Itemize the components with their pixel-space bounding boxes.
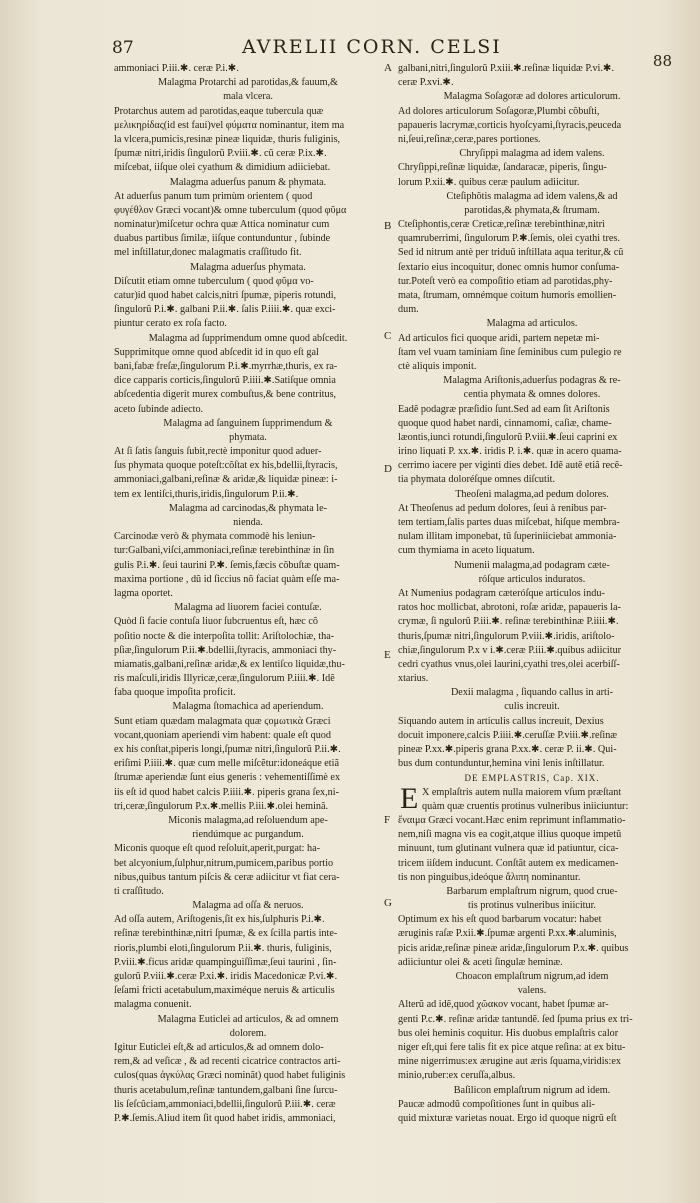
text-line: la vlcera,pumicis,resinæ pineæ liquidæ, thuris fuliginis, <box>114 133 341 145</box>
text-line: P.viii.✱.ficus aridæ quampinguiſſimæ,ſeui taurini , ſin- <box>114 956 337 968</box>
text-line: lagma oportet. <box>114 587 173 599</box>
text-line: pineæ P.xx.✱.piperis grana P.xx.✱. ceræ P. ii.✱. Qui- <box>398 744 617 755</box>
text-line: xtarius. <box>398 673 429 685</box>
text-line: ceræ P.xvi.✱. <box>398 77 454 89</box>
text-line: malagma conuenit. <box>114 999 192 1011</box>
text-line: quid mixturæ varietas nouat. Ergo id quoque nigrũ eſt <box>398 1112 617 1124</box>
text-line: crymæ, ſi ngulorũ P.iii.✱. reſinæ terebinthinæ P.iiii.✱. <box>398 616 619 628</box>
text-line: mine nigerrimus:ex ærugine aut æris ſquama,viridis:ex <box>398 1056 621 1068</box>
text-line: gulis P.i.✱. ſeui taurini P.✱. ſemis,fæcis cõbuſtæ quam- <box>114 559 340 571</box>
text-line: rem,& ad veſicæ , & ad recenti cicatrice contractos arti- <box>114 1056 341 1068</box>
text-line: tem tertiam,ſalis partes duas miſcebat, hiſque membra- <box>398 517 620 528</box>
text-line: niger eſt,qui fere talis fit ex pice atque reſina: at ex bitu- <box>398 1041 626 1053</box>
text-line: papaueris lacrymæ,corticis hyoſcyami,ſtyracis,peuceda <box>398 119 622 131</box>
text-line: vocant,quoniam aperiendi vim habent: quale eſt quod <box>114 729 331 741</box>
text-line: æruginis raſæ P.xii.✱.ſpumæ argenti P.xx.✱.aluminis, <box>398 928 617 940</box>
text-line: róſque articulos induratos. <box>478 573 586 585</box>
text-line: miamatis,galbani,reſinæ aridæ,& ex lentiſco liquidæ,thu- <box>114 658 345 670</box>
text-line: cerrimo iacere per viginti dies debet. Idẽ autẽ etiã recẽ- <box>398 460 623 472</box>
text-line: quamruberrimi, ſingulorum P.✱.ſemis, olei cyathi tres. <box>398 233 620 245</box>
text-line: ctè aliquis imponit. <box>398 360 477 372</box>
text-line: Malagma ad ſupprimendum omne quod abſcedit. <box>148 332 348 344</box>
margin-letter-d: D <box>384 463 392 475</box>
text-line: ſingulorũ P.i.✱. galbani P.ii.✱. ſalis P.iiii.✱. quæ exci- <box>114 304 336 316</box>
text-line: bet alcyonium,ſulphur,nitrum,pumicem,paribus portio <box>114 857 334 869</box>
text-line: ſtrumæ aperiendæ ſunt eius generis : vehementiſſimè ex <box>114 772 341 784</box>
margin-letter-a: A <box>384 62 392 74</box>
text-line: faba quoque impoſita proficit. <box>114 687 236 699</box>
right-text-column <box>398 62 666 1126</box>
text-line: φυγέθλον Græci vocant)& omne tuberculum (quod φῦμα <box>114 204 347 216</box>
text-line: bus dum contunduntur,hemina vini lenis inſtillatur. <box>398 758 605 770</box>
text-line: P.✱.ſemis.Aliud item ſit quod habet iridis, ammoniaci, <box>114 1112 336 1124</box>
text-line: phymata. <box>229 431 267 443</box>
text-line: nibus,quibus tantum piſcis & ceræ adiicitur vt fiat cera- <box>114 871 340 883</box>
text-line: quàm quæ cruentis protinus vulneribus iniiciuntur: <box>422 800 629 812</box>
text-line: Ad oſſa autem, Ariſtogenis,ſit ex his,ſulphuris P.i.✱. <box>114 914 325 926</box>
text-line: Malagma ſtomachica ad aperiendum. <box>172 701 324 713</box>
text-line: thuris acetabulum,reſinæ tantundem,galbani ſine ſurcu- <box>114 1084 338 1096</box>
text-line: tri,ceræ,ſingulorum P.x.✱.mellis P.iii.✱.olei heminã. <box>114 800 329 812</box>
text-line: miſcebat, iiſque olei cyathum & dimidium adiiciebat. <box>114 162 331 174</box>
text-line: μελικηρίδας(id est fauí)vel φύματα nominantur, item ma <box>114 119 345 131</box>
text-line: tis protinus vulneribus iniicitur. <box>468 900 596 912</box>
text-line: gulorũ P.viii.✱.ceræ P.xi.✱. iridis Macedonicæ P.vi.✱. <box>114 971 338 982</box>
text-line: mala vlcera. <box>223 91 273 103</box>
margin-letter-c: C <box>384 330 392 342</box>
text-line: DE EMPLASTRIS, Cap. XIX. <box>464 773 600 784</box>
text-line: docuit imponere,calcis P.iiii.✱.ceruſſæ P.viii.✱.reſinæ <box>398 729 618 741</box>
text-line: ſus phymata quoque poteſt:cõſtat ex his,bdellii,ſtyracis, <box>114 460 338 472</box>
text-line: galbani,nitri,ſingulorũ P.xiii.✱.reſinæ liquidæ P.vi.✱. <box>398 63 615 74</box>
text-line: Chryſippi malagma ad idem valens. <box>459 148 605 160</box>
text-line: ſextario eius incoquitur, donec omnis humor conſuma- <box>398 261 620 273</box>
text-line: abſcedentia digerit murex combuſtus,& bene contritus, <box>114 389 337 401</box>
text-line: Malagma ad articulos. <box>486 318 578 330</box>
text-line: ammoniaci,galbani,reſinæ & aridæ,& liquidæ pineæ: i- <box>114 474 338 486</box>
text-line: ſeſami fricti acetabulum,maximéque neruis & articulis <box>114 985 335 997</box>
text-line: At ſi ſatis ſanguis ſubit,rectè imponitur quod aduer- <box>114 446 322 458</box>
text-line: piuntur cerato ex roſa facto. <box>114 318 227 330</box>
text-line: ſpumæ nitri,iridis ſingulorũ P.viii.✱. cũ ceræ P.ix.✱. <box>114 148 327 160</box>
text-line: ſtam vel vuam taminiam ſine ſeminibus cum pulegio re <box>398 346 622 358</box>
text-line: eriſimi P.iiii.✱. quæ cum melle miſcẽtur:idoneáque etiã <box>114 758 339 770</box>
text-line: Alterũ ad idẽ,quod χῶακον vocant, habet ſpumæ ar- <box>398 999 609 1011</box>
text-line: quoque quod habet nardi, cinnamomi, caſiæ, chame- <box>398 417 612 429</box>
running-title: AVRELII CORN. CELSI <box>242 36 502 58</box>
text-line: læontis,iunci rotundi,ſingulorũ P.viii.✱.ſeui caprini ex <box>398 431 618 443</box>
text-line: poſitio nocte & die interpoſita tollit: Ariſtolochiæ, tha- <box>114 630 335 642</box>
text-line: At aduerſus panum tum primùm orientem ( quod <box>114 190 313 202</box>
text-line: genti P.c.✱. reſinæ aridæ tantundẽ. ſed ſpuma prius ex tri- <box>398 1013 633 1025</box>
text-line: culis increuit. <box>504 701 560 713</box>
text-line: ex his conſtat,piperis longi,ſpumæ nitri,ſingulorũ P.ii.✱. <box>114 744 341 755</box>
text-line: tur.Poteſt verò ea compoſitio etiam ad parotidas,phy- <box>398 275 613 287</box>
margin-letter-e: E <box>384 649 391 661</box>
text-line: Choacon emplaſtrum nigrum,ad idem <box>455 971 609 982</box>
text-line: mel inſtillatur,donec malagmatis craſſitudo fit. <box>114 247 302 259</box>
margin-letter-b: B <box>384 220 392 232</box>
text-line: nem,niſi magna vis ea cogit,atque illius quoque impetũ <box>398 829 622 841</box>
text-line: X emplaſtris autem nulla maiorem vſum præſtant <box>422 786 622 798</box>
text-line: Malagma Protarchi ad parotidas,& fauum,& <box>158 77 338 89</box>
text-line: Igitur Euticlei eſt,& ad articulos,& ad omnem dolo- <box>114 1041 324 1053</box>
text-line: catur)id quod habet calcis,nitri ſpumæ, piperis rotundi, <box>114 290 337 301</box>
text-line: mata, ſtrumam, omnémque coitum humoris emollien- <box>398 290 617 301</box>
left-text-column <box>114 62 382 1126</box>
text-line: minuunt, tum glutinant vulnera quæ id patiuntur, cica- <box>398 843 619 855</box>
page-number-right: 88 <box>652 52 672 70</box>
text-line: Sed id nitrum antè per triduũ inſtillata aqua teritur,& cũ <box>398 247 624 259</box>
text-line: tur:Galbani,viſci,ammoniaci,reſinæ terebinthinæ in ſin <box>114 545 335 557</box>
text-line: Eadẽ podagræ præſidio ſunt.Sed ad eam ſit Ariſtonis <box>398 403 610 415</box>
text-line: centia phymata & omnes dolores. <box>463 389 601 401</box>
text-line: Baſilicon emplaſtrum nigrum ad idem. <box>453 1084 611 1096</box>
text-line: Barbarum emplaſtrum nigrum, quod crue- <box>446 885 618 897</box>
text-line: lorum P.xii.✱. quibus ceræ paulum adiicitur. <box>398 176 580 188</box>
text-line: dolorem. <box>229 1027 267 1039</box>
text-line: nienda. <box>233 517 263 528</box>
text-line: Ad articulos fici quoque aridi, partem nepetæ mi- <box>398 332 600 344</box>
text-line: tia phymata doloréſque omnes diſcutit. <box>398 474 556 486</box>
text-line: nominatur)miſcetur ochra quæ Attica nominatur cum <box>114 219 330 231</box>
text-line: parotidas,& phymata,& ſtrumam. <box>464 204 600 216</box>
text-line: Protarchus autem ad parotidas,eaque tubercula quæ <box>114 105 324 117</box>
text-line: dice capparis corticis,ſingulorũ P.iiii.✱.Satiſque omnia <box>114 375 336 387</box>
text-line: maxima portione , dũ id ſiccius nõ faciat quàm eſſe ma- <box>114 573 340 585</box>
text-line: Malagma ad oſſa & neruos. <box>192 900 304 912</box>
text-line: Malagma aduerſus phymata. <box>190 261 306 273</box>
text-line: minio,ruber:ex ceruſſa,albus. <box>398 1070 516 1082</box>
text-line: Malagma ad ſanguinem ſupprimendum & <box>163 417 333 429</box>
text-line: tricem iiſdem inducunt. Conſtãt autem ex medicamen- <box>398 857 619 869</box>
text-line: rioris,plumbi eloti,ſingulorum P.ii.✱. thuris, fuliginis, <box>114 942 332 954</box>
text-line: ratos hoc mollicbat, abrotoni, roſæ aridæ, papaueris la- <box>398 602 621 614</box>
text-line: tem ex lentiſci,thuris,iridis,ſingulorum P.ii.✱. <box>114 488 299 500</box>
text-line: At Theoſenus ad pedum dolores, ſeui à renibus par- <box>398 502 607 514</box>
text-line: iis eſt id quod habet calcis P.iiii.✱. piperis grana ſex,ni- <box>114 786 339 798</box>
text-line: lis ſeſcũciam,ammoniaci,bdellii,ſingulorũ P.iii.✱. ceræ <box>114 1098 336 1110</box>
text-line: Malagma ad carcinodas,& phymata le- <box>168 502 328 514</box>
text-line: Supprimitque omne quod abſcedit id in quo eſt gal <box>114 346 319 358</box>
text-line: dum. <box>398 304 419 316</box>
text-line: At Numenius podagram cæteróſque articulos indu- <box>398 587 605 599</box>
text-line: Sunt etiam quædam malagmata quæ ϛομωτικὰ Græci <box>114 715 331 727</box>
drop-cap-e: E <box>400 782 419 816</box>
text-line: Chryſippi,reſinæ liquidæ, ſandaracæ, piperis, ſingu- <box>398 162 607 174</box>
text-line: bani,fabæ freſæ,ſingulorum P.i.✱.myrrhæ,thuris, ex ra- <box>114 360 338 372</box>
text-line: ammoniaci P.iii.✱. ceræ P.i.✱. <box>114 63 239 74</box>
text-line: reſinæ terebinthinæ,nitri ſpumæ, & ex ſcilla partis inte- <box>114 928 338 940</box>
text-line: tis non pinguibus,ideóque ἄλιπη nominantur. <box>398 871 581 883</box>
text-line: Theoſeni malagma,ad pedum dolores. <box>455 488 609 500</box>
text-line: Cteſiphõtis malagma ad idem valens,& ad <box>446 190 618 202</box>
text-line: Malagma Soſagoræ ad dolores articulorum. <box>443 91 621 103</box>
text-line: adiiciuntur olei & aceti ſingulæ heminæ. <box>398 956 563 968</box>
text-line: ris maſculi,iridis Illyricæ,ceræ,ſingulorum P.iiii.✱. Idẽ <box>114 673 335 685</box>
text-line: Quòd ſi facie contuſa liuor ſubcruentus eſt, hæc cõ <box>114 616 318 628</box>
text-line: Malagma Ariſtonis,aduerſus podagras & re- <box>443 375 621 387</box>
text-line: duabus partibus ſimilæ, iiſque contunduntur , ſubinde <box>114 233 331 245</box>
text-line: Cteſiphontis,ceræ Creticæ,reſinæ terebinthinæ,nitri <box>398 219 605 231</box>
text-line: ti craſſitudo. <box>114 885 164 897</box>
text-line: ἔναιμα Græci vocant.Hæc enim reprimunt inflammatio- <box>398 814 626 826</box>
margin-letter-g: G <box>384 897 392 909</box>
text-line: Malagma ad liuorem faciei contuſæ. <box>174 602 322 614</box>
text-line: nulam illitam imponebat, tũ ſuperiniiciebat ammonia- <box>398 531 617 543</box>
text-line: cedri cyathus vnus,olei laurini,cyathi tres,olei acerbiſſ- <box>398 658 620 670</box>
text-line: valens. <box>517 985 547 997</box>
text-line: bus olei heminis coquitur. His duobus emplaſtris calor <box>398 1027 619 1039</box>
text-line: cum thymiama in aceto liquatum. <box>398 545 535 557</box>
page-number-left: 87 <box>112 38 134 58</box>
text-line: aceto ſubinde adiecto. <box>114 403 204 415</box>
text-line: Siquando autem in articulis callus increuit, Dexius <box>398 715 604 727</box>
text-line: pſiæ,ſingulorum P.ii.✱.bdellii,ſtyracis, ammoniaci thy- <box>114 644 337 656</box>
text-line: picis aridæ,reſinæ pineæ aridæ,ſingulorum P.x.✱. quibus <box>398 942 629 954</box>
text-line: Malagma aduerſus panum & phymata. <box>169 176 327 188</box>
text-line: thuris,ſpumæ nitri,ſingulorum P.viii.✱.iridis, ariſtolo- <box>398 630 615 642</box>
text-line: chiæ,ſingulorum P.x v i.✱.ceræ P.iii.✱.quibus adiicitur <box>398 644 622 656</box>
text-line: Miconis malagma,ad reſoluendum ape- <box>168 814 328 826</box>
text-line: ni,ſeui,reſinæ,ceræ,pares portiones. <box>398 133 541 145</box>
text-line: Malagma Euticlei ad articulos, & ad omnem <box>157 1013 339 1025</box>
text-line: riendúmque ac purgandum. <box>192 829 304 841</box>
text-line: irino liquati P. xx.✱. iridis P. i.✱. quæ in acero quama- <box>398 446 622 458</box>
text-line: Numenii malagma,ad podagram cæte- <box>454 559 610 571</box>
margin-letter-f: F <box>384 814 391 826</box>
text-line: Optimum ex his eſt quod barbarum vocatur: habet <box>398 914 602 926</box>
text-line: Diſcutit etiam omne tuberculum ( quod φῦμα vo- <box>114 275 314 287</box>
text-line: Carcinodæ verò & phymata commodè his leniun- <box>114 531 316 543</box>
text-line: culos(quas ἀγκύλας Græci nominãt) quod habet fuliginis <box>114 1070 346 1082</box>
text-line: Miconis quoque eſt quod reſoluit,aperit,purgat: ha- <box>114 843 321 855</box>
text-line: Dexii malagma , ſiquando callus in arti- <box>450 687 614 699</box>
text-line: Paucæ admodũ compoſitiones ſunt in quibus ali- <box>398 1098 595 1110</box>
text-line: Ad dolores articulorum Soſagoræ,Plumbi cõbuſti, <box>398 105 600 117</box>
